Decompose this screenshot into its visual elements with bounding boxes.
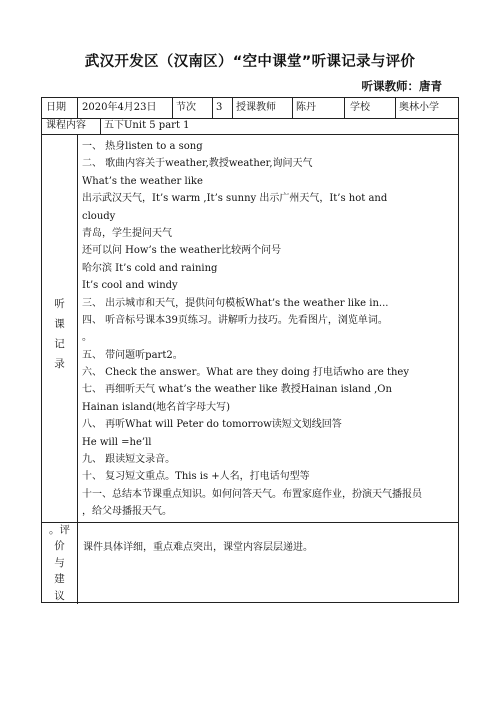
side-char: 录 [54,358,65,370]
side-char: 。评 [49,524,70,536]
col-divider [77,98,78,118]
period-label: 节次 [176,102,196,113]
course-value: 五下Unit 5 part 1 [104,120,190,131]
record-line: 九、 跟读短文录音。 [82,454,176,466]
side-char: 建 [54,573,65,586]
school-value: 奥林小学 [399,102,439,113]
col-divider [77,134,78,604]
date-label: 日期 [46,102,66,113]
record-line: 六、 Check the answer。What are they doing 打电话who are they [82,367,410,379]
col-divider [212,98,213,118]
record-line: 五、 带问题听part2。 [82,349,183,361]
record-side-label [42,294,77,374]
record-line: 。 [82,332,92,344]
instructor-label: 授课教师 [236,102,276,113]
side-char: 听 [54,298,65,310]
side-char: 课 [54,318,65,330]
col-divider [344,98,345,118]
row-divider [42,134,458,135]
col-divider [100,118,101,134]
record-line: 八、 再听What will Peter do tomorrow读短文划线回答 [82,419,342,431]
period-value: 3 [216,102,223,113]
school-label: 学校 [350,102,370,113]
record-line: 青岛，学生提问天气 [82,227,172,239]
evaluation-text: 课件具体详细，重点难点突出，课堂内容层层递进。 [83,542,313,553]
side-char: 记 [54,338,65,350]
record-line: 十、 复习短文重点。This is +人名，打电话句型等 [82,471,310,483]
page-title: 武汉开发区（汉南区）“空中课堂”听课记录与评价 [84,54,416,70]
record-line: What’s the weather like [82,175,203,187]
record-line: 十一、总结本节课重点知识。如何问答天气。布置家庭作业，扮演天气播报员 [82,488,422,500]
date-value: 2020年4月23日 [82,102,157,113]
record-line: 四、 听音标号课本39页练习。讲解听力技巧。先看图片，浏览单词。 [82,314,388,326]
record-line: It’s cool and windy [82,280,178,292]
listening-teacher: 听课教师：唐青 [361,79,442,93]
record-line: 七、 再细听天气 what’s the weather like 教授Hainan island ,On [82,384,392,396]
record-line: 二、 歌曲内容关于weather,教授weather,询问天气 [82,158,313,170]
record-line: cloudy [82,210,116,222]
side-char: 与 [54,556,65,569]
record-table [41,97,459,603]
course-label: 课程内容 [46,120,86,131]
record-line: He will =he’ll [82,436,152,448]
side-char: 价 [54,540,65,553]
evaluation-side-label [42,522,77,604]
record-line: Hainan island(地名首字母大写) [82,401,231,413]
record-line: 哈尔滨 It’s cold and raining [82,262,218,274]
side-char: 议 [54,589,65,602]
col-divider [395,98,396,118]
record-line: 还可以问 How’s the weather比较两个问号 [82,245,282,257]
record-line: ，给父母播报天气。 [82,506,172,518]
col-divider [172,98,173,118]
instructor-value: 陈丹 [296,102,316,113]
record-line: 三、 出示城市和天气，提供问句模板What’s the weather like in... [82,297,389,309]
record-line: 出示武汉天气，It’s warm ,It’s sunny 出示广州天气，It’s hot and [82,193,388,205]
col-divider [292,98,293,118]
record-line: 一、 热身listen to a song [82,141,203,152]
row-divider [42,522,458,523]
col-divider [232,98,233,118]
record-content [82,138,456,521]
